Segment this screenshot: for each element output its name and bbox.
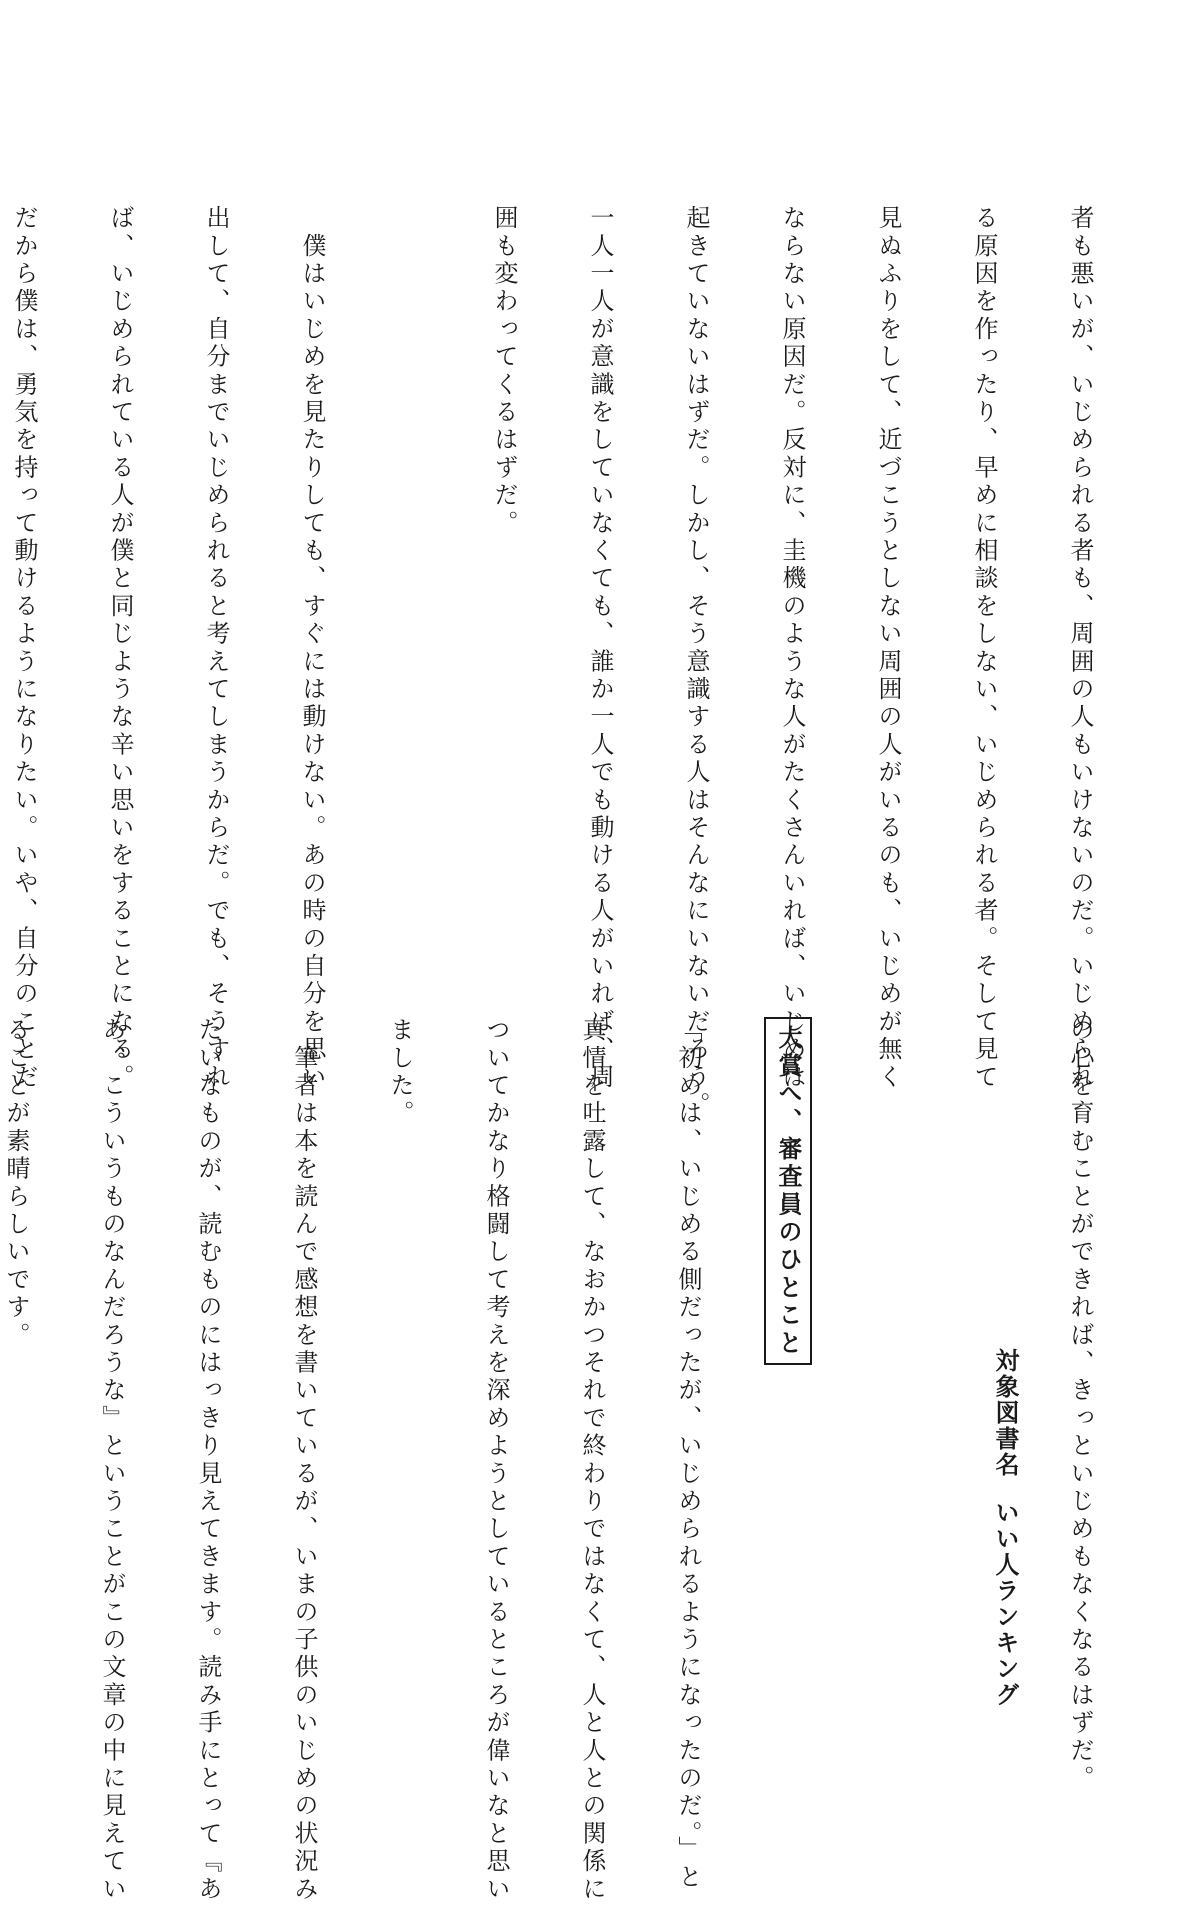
book-label: 対象図書名 <box>991 1348 1019 1478</box>
review-line: ついてかなり格闘して考えを深めようとしているところが偉いなと思い <box>482 1016 510 1904</box>
essay-line: 出して、自分までいじめられると考えてしまうからだ。でも、そうすれ <box>202 204 230 1092</box>
review-line: たいなものが、読むものにはっきり見えてきます。読み手にとって『あ <box>194 1016 222 1904</box>
essay-line: 囲も変わってくるはずだ。 <box>490 204 518 538</box>
book-title: いい人ランキング <box>991 1500 1019 1708</box>
essay-bottom-section <box>0 890 1152 1904</box>
review-line: あ、こういうものなんだろうな』ということがこの文章の中に見えてい <box>98 1016 126 1904</box>
essay-line: 見ぬふりをして、近づこうとしない周囲の人がいるのも、いじめが無く <box>874 204 902 1092</box>
essay-line: る原因を作ったり、早めに相談をしない、いじめられる者。そして見て <box>970 204 998 1092</box>
review-line: ることが素晴らしいです。 <box>2 1016 30 1350</box>
review-line: 筆者は本を読んで感想を書いているが、いまの子供のいじめの状況み <box>290 1016 318 1904</box>
essay-line: だから僕は、勇気を持って動けるようになりたい。いや、自分のことだ <box>10 204 38 1092</box>
essay-line: 僕はいじめを見たりしても、すぐには動けない。あの時の自分を思い <box>298 204 326 1092</box>
essay-line: ば、いじめられている人が僕と同じような辛い思いをすることになる。 <box>106 204 134 1092</box>
essay-line: 者も悪いが、いじめられる者も、周囲の人もいけないのだ。いじめられ <box>1066 204 1094 1092</box>
essay-final-line: の心を育むことができれば、きっといじめもなくなるはずだ。 <box>1066 1016 1094 1793</box>
essay-line: ならない原因だ。反対に、圭機のような人がたくさんいれば、いじめは <box>778 204 806 1092</box>
review-line: ました。 <box>386 1016 414 1128</box>
review-heading: 大賞へ、審査員のひとこと <box>764 1017 812 1365</box>
review-line: 真情を吐露して、なおかつそれで終わりではなくて、人と人との関係に <box>578 1016 606 1904</box>
review-line: 「初めは、いじめる側だったが、いじめられるようになったのだ。」と <box>674 1016 702 1892</box>
essay-line: 起きていないはずだ。しかし、そう意識する人はそんなにいないだろう。 <box>682 204 710 1119</box>
essay-line: 一人一人が意識をしていなくても、誰か一人でも動ける人がいれば、周 <box>586 204 614 1092</box>
